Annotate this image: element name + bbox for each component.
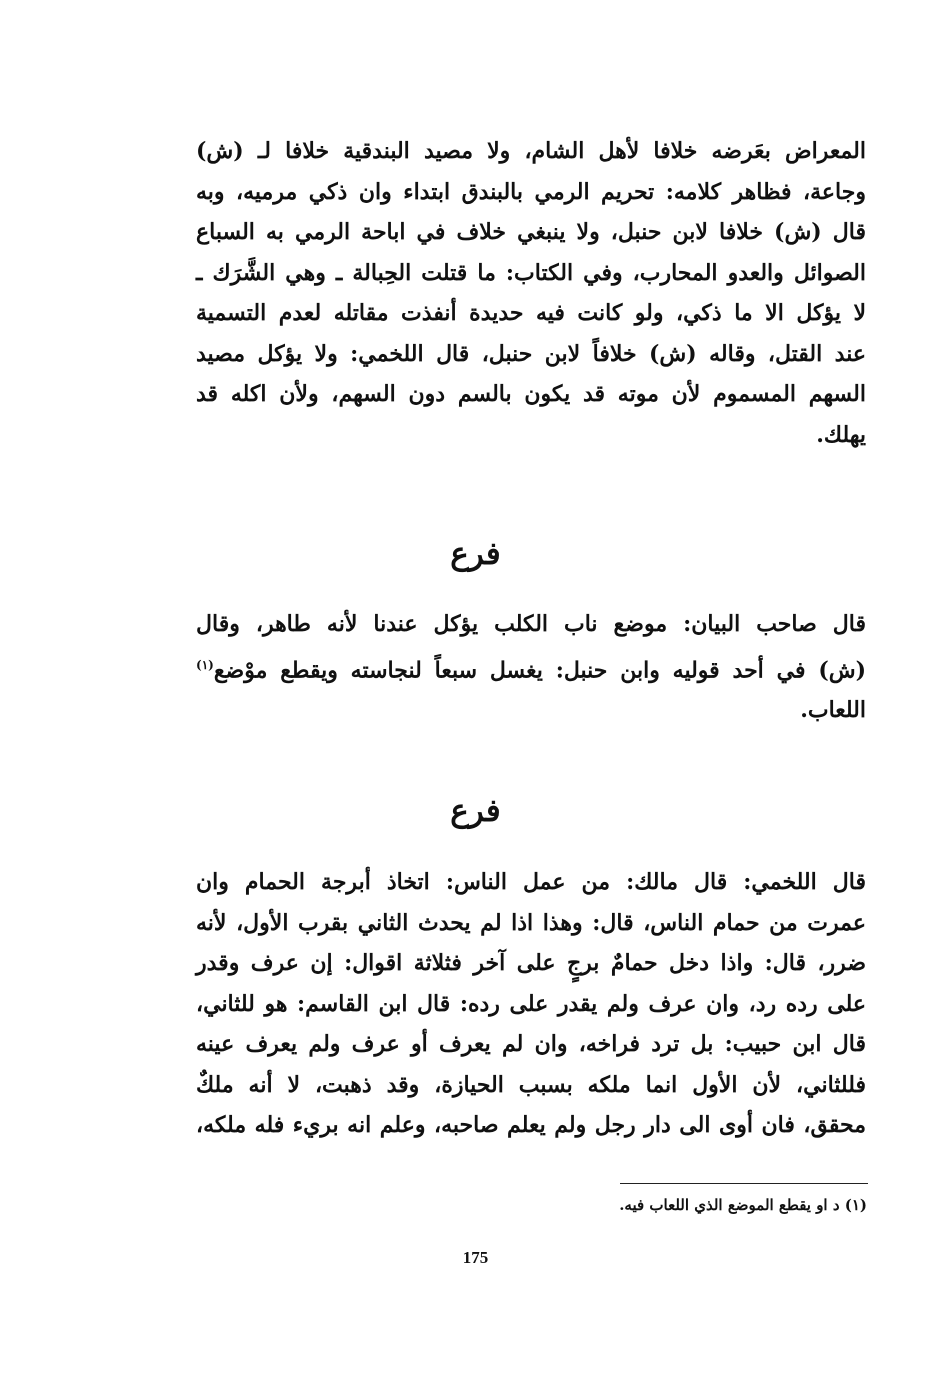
text-line: قال (ش) خلافا لابن حنبل، ولا ينبغي خلاف في اباحة الرمي به السباع bbox=[196, 219, 866, 245]
footnote-marker: (١) bbox=[196, 657, 214, 672]
text-line: يهلك. bbox=[816, 421, 866, 448]
text-line: المعراض بعَرضه خلافا لأهل الشام، ولا مصيد البندقية خلافا لـ (ش) bbox=[196, 138, 866, 164]
text-line: اللعاب. bbox=[800, 697, 866, 724]
paragraph-1 bbox=[196, 131, 866, 455]
section-heading: فرع bbox=[450, 793, 501, 829]
text-line: ضرر، قال: واذا دخل حمامٌ برجٍ على آخر فثلاثة اقوال: إن عرف وقدر bbox=[196, 950, 866, 976]
text-line-content: (ش) في أحد قوليه وابن حنبل: يغسل سبعاً لنجاسته ويقطع موْضع bbox=[213, 656, 866, 683]
page-number: 175 bbox=[462, 1248, 489, 1267]
text-line: محقق، فان أوى الى دار رجل ولم يعلم صاحبه، وعلم انه بريء فله ملكه، bbox=[196, 1112, 866, 1138]
text-line: على رده رد، وان عرف ولم يقدر على رده: قال ابن القاسم: هو للثاني، bbox=[196, 990, 866, 1017]
footnote: (١) د او يقطع الموضع الذي اللعاب فيه. bbox=[619, 1196, 867, 1214]
text-line: قال صاحب البيان: موضع ناب الكلب يؤكل عندنا لأنه طاهر، وقال bbox=[196, 611, 866, 637]
text-line bbox=[196, 645, 866, 691]
section-heading: فرع bbox=[450, 536, 501, 572]
text-line: قال ابن حبيب: بل ترد فراخه، وان لم يعرف أو عرف ولم يعرف عينه bbox=[196, 1031, 866, 1057]
text-line: الصوائل والعدو المحارب، وفي الكتاب: ما قتلت الحِبالة ـ وهي الشَّرَك ـ bbox=[196, 259, 866, 286]
text-line: قال اللخمي: قال مالك: من عمل الناس: اتخاذ أبرجة الحمام وان bbox=[196, 869, 866, 895]
paragraph-3 bbox=[196, 862, 866, 1146]
text-line: السهم المسموم لأن موته قد يكون بالسم دون السهم، ولأن اكله قد bbox=[196, 381, 866, 407]
footnote-divider bbox=[620, 1183, 868, 1184]
paragraph-2 bbox=[196, 604, 866, 731]
text-line: عمرت من حمام الناس، قال: وهذا اذا لم يحدث الثاني بقرب الأول، لأنه bbox=[196, 909, 866, 936]
text-line: فللثاني، لأن الأول انما ملكه بسبب الحيازة، وقد ذهبت، لا أنه ملكٌ bbox=[196, 1071, 866, 1098]
text-line: وجاعة، فظاهر كلامه: تحريم الرمي بالبندق ابتداء وان ذكي مرميه، وبه bbox=[196, 178, 866, 205]
text-line: عند القتل، وقاله (ش) خلافاً لابن حنبل، قال اللخمي: ولا يؤكل مصيد bbox=[196, 340, 866, 367]
text-line: لا يؤكل الا ما ذكي، ولو كانت فيه حديدة أنفذت مقاتله لعدم التسمية bbox=[196, 300, 866, 326]
